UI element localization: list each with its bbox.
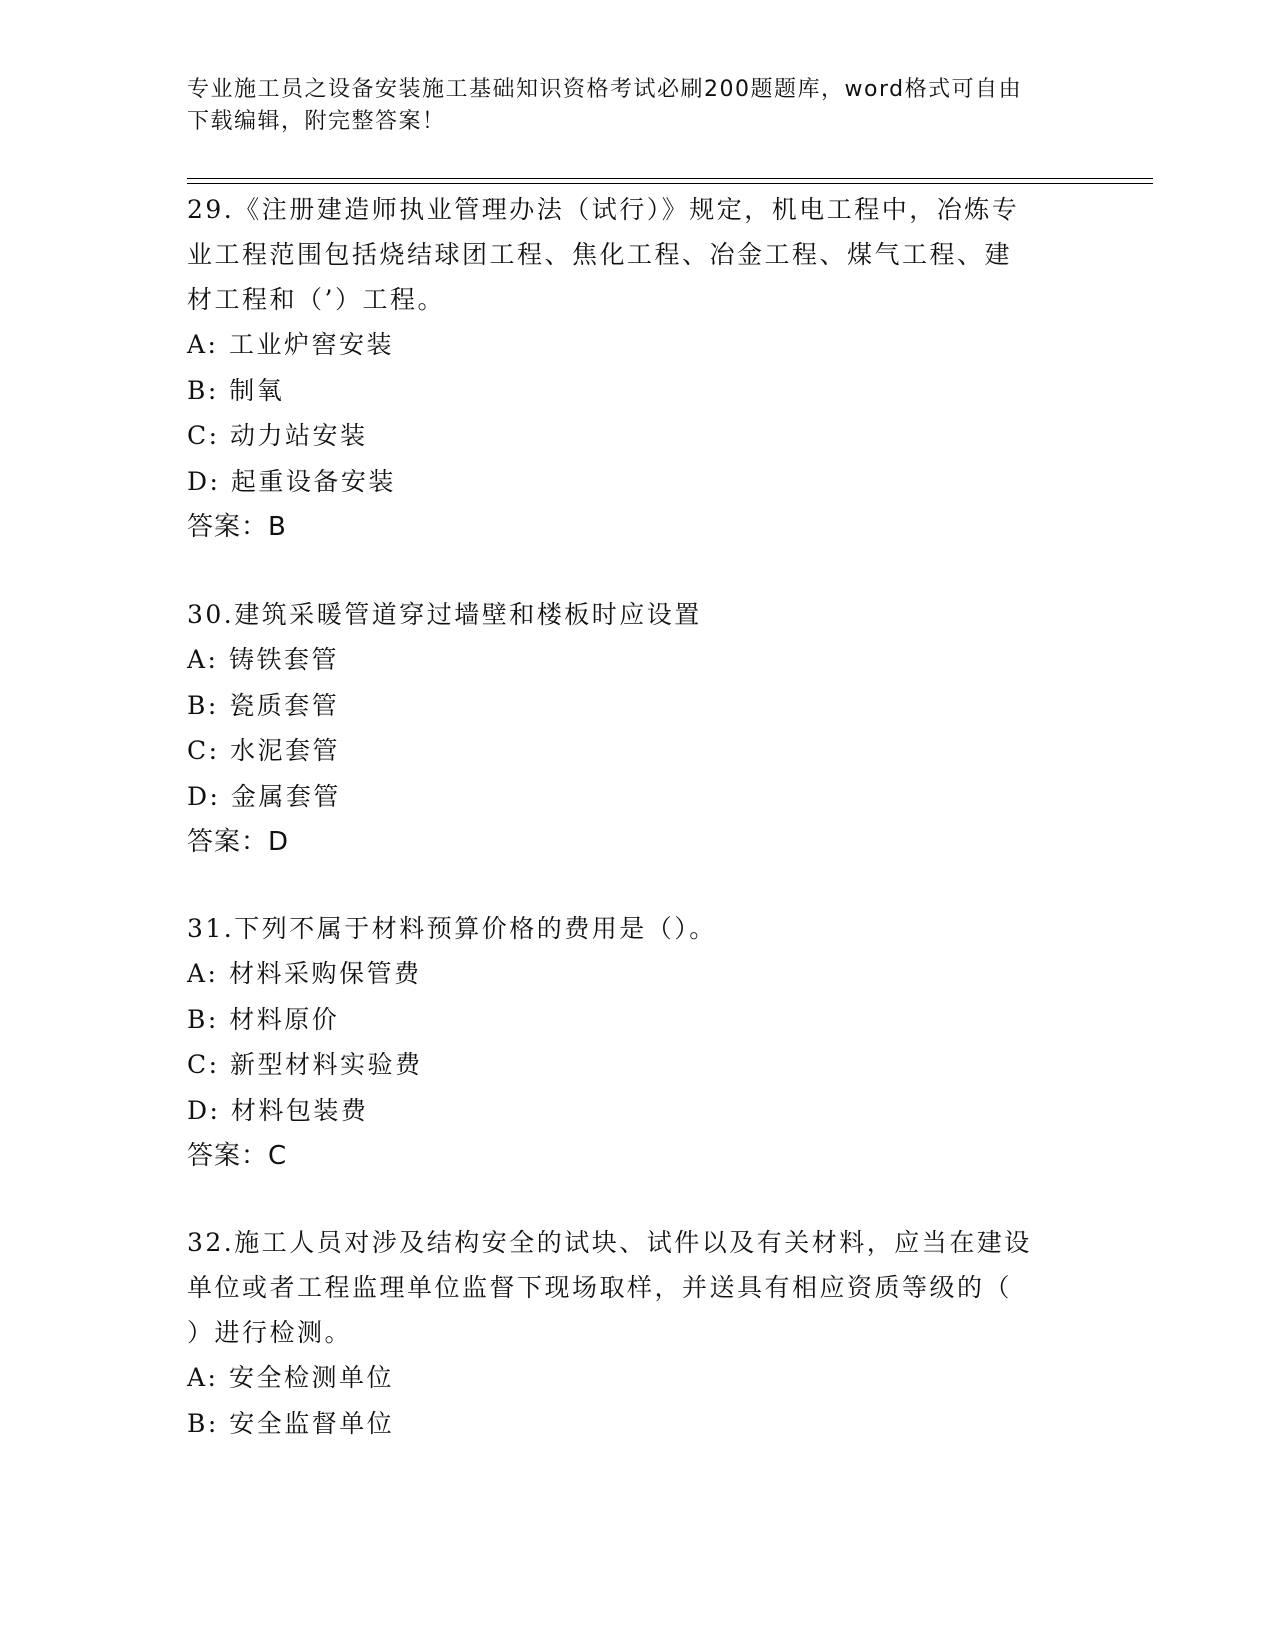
option-b: B: 安全监督单位 <box>187 1408 395 1438</box>
header-divider-bottom <box>187 183 1153 184</box>
question-30 <box>187 592 1077 865</box>
option-b: B: 制氧 <box>187 375 285 405</box>
question-stem-line: 31.下列不属于材料预算价格的费用是（）。 <box>187 914 717 943</box>
header-line-1: 专业施工员之设备安装施工基础知识资格考试必刷200题题库，word格式可自由 <box>187 77 1023 102</box>
question-31 <box>187 906 1077 1179</box>
question-stem-line: 业工程范围包括烧结球团工程、焦化工程、冶金工程、煤气工程、建 <box>187 240 1013 269</box>
question-stem-line: ）进行检测。 <box>187 1318 353 1347</box>
option-d: D: 材料包装费 <box>187 1095 369 1125</box>
answer-value: B <box>268 512 287 542</box>
question-32 <box>187 1220 1077 1446</box>
question-stem-line: 材工程和（’）工程。 <box>187 285 445 314</box>
answer: 答案：C <box>187 1141 288 1171</box>
answer: 答案：D <box>187 827 290 857</box>
option-a: A: 材料采购保管费 <box>187 959 422 988</box>
document-header <box>187 74 1067 138</box>
answer-value: D <box>268 827 290 857</box>
answer-value: C <box>268 1141 288 1171</box>
option-a: A: 铸铁套管 <box>187 645 339 674</box>
question-29 <box>187 187 1077 550</box>
option-a: A: 安全检测单位 <box>187 1363 394 1392</box>
option-d: D: 起重设备安装 <box>187 466 396 496</box>
option-c: C: 动力站安装 <box>187 421 368 450</box>
option-c: C: 水泥套管 <box>187 736 341 765</box>
question-stem-line: 32.施工人员对涉及结构安全的试块、试件以及有关材料，应当在建设 <box>187 1228 1032 1257</box>
question-stem-line: 30.建筑采暖管道穿过墙壁和楼板时应设置 <box>187 600 702 629</box>
option-b: B: 材料原价 <box>187 1004 340 1034</box>
option-a: A: 工业炉窖安装 <box>187 330 394 359</box>
header-divider-top <box>187 178 1153 179</box>
option-b: B: 瓷质套管 <box>187 690 340 720</box>
option-c: C: 新型材料实验费 <box>187 1050 423 1079</box>
question-stem-line: 29.《注册建造师执业管理办法（试行）》规定，机电工程中，冶炼专 <box>187 195 1020 224</box>
option-d: D: 金属套管 <box>187 781 341 811</box>
header-line-2: 下载编辑，附完整答案！ <box>187 109 446 134</box>
answer: 答案：B <box>187 512 287 542</box>
question-stem-line: 单位或者工程监理单位监督下现场取样，并送具有相应资质等级的（ <box>187 1273 1013 1302</box>
